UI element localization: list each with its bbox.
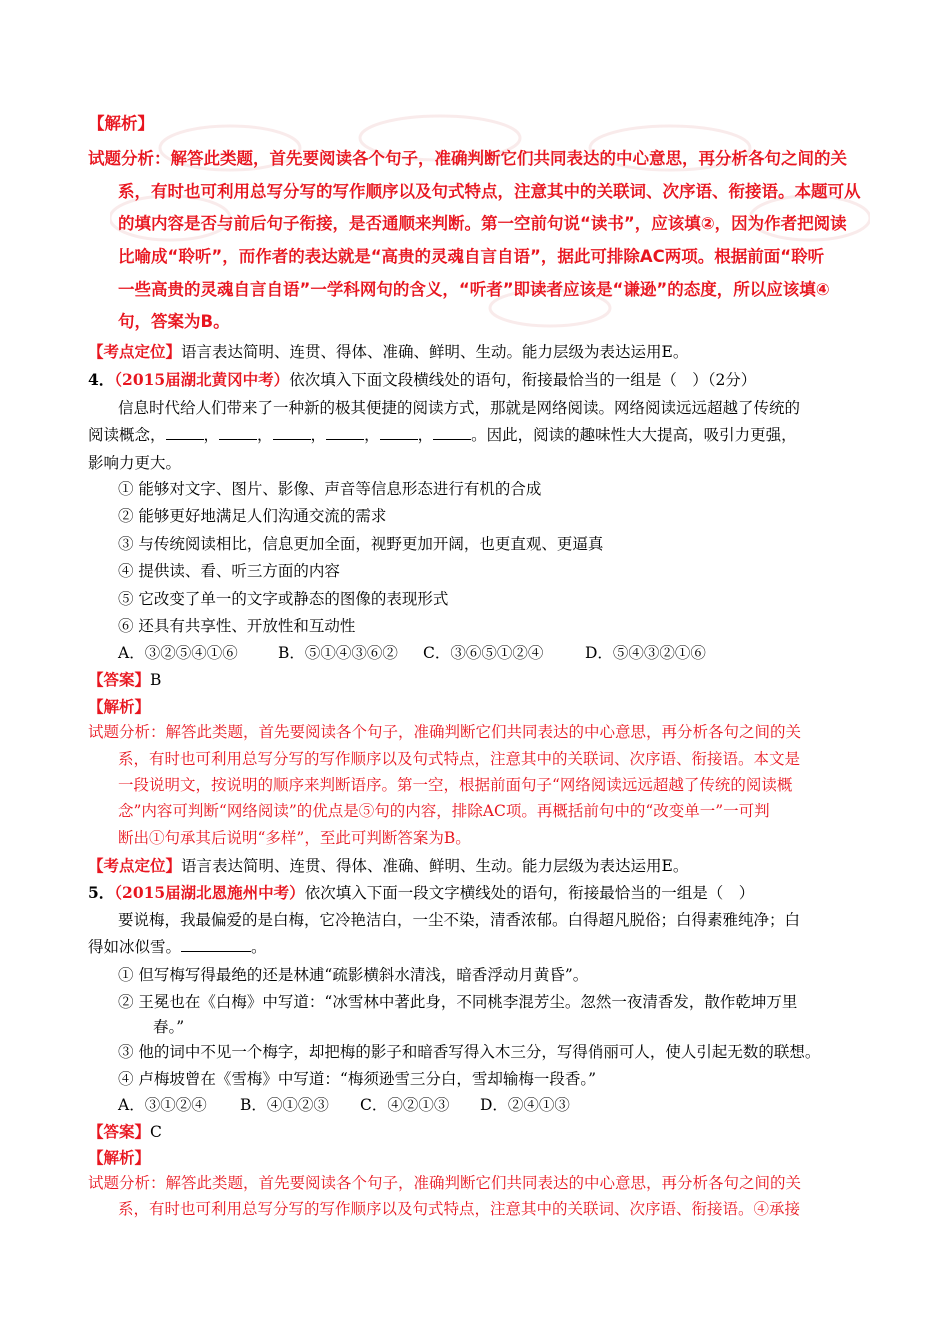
choice-d: D．⑤④③②①⑥ — [585, 644, 706, 662]
passage-line — [88, 937, 267, 957]
analysis-line: 系，有时也可利用总写分写的写作顺序以及句式特点，注意其中的关联词、次序语、衔接语。本题可从 — [118, 182, 861, 201]
sentence-option: ④ 提供读、看、听三方面的内容 — [118, 562, 340, 580]
blank-separator: ， — [203, 426, 220, 444]
analysis-line: 一段说明文，按说明的顺序来判断语序。第一空，根据前面句子“网络阅读远远超越了传统的阅读概 — [118, 776, 793, 794]
passage-text: 。 — [251, 938, 267, 956]
choice-b: B．⑤①④③⑥② — [278, 644, 398, 662]
answer-blank — [433, 425, 471, 440]
kaodian-row — [88, 856, 688, 876]
choice-d: D．②④①③ — [480, 1096, 570, 1114]
question-stem: 依次填入下面一段文字横线处的语句，衔接最恰当的一组是（ ） — [304, 884, 755, 902]
kaodian-label: 【考点定位】 — [88, 342, 182, 361]
analysis-line: 一些高贵的灵魂自言自语”一学科网句的含义，“听者”即读者应该是“谦逊”的态度，所以应该填④ — [118, 280, 830, 299]
sentence-option: ② 王冕也在《白梅》中写道：“冰雪林中著此身，不同桃李混芳尘。忽然一夜清香发，散作乾坤万里 — [118, 993, 798, 1011]
passage-text: 得如冰似雪。 — [88, 938, 182, 956]
choice-a: A．③②⑤④①⑥ — [118, 644, 238, 662]
question-5-header — [88, 883, 754, 903]
sentence-option: ⑥ 还具有共享性、开放性和互动性 — [118, 617, 356, 635]
question-source: （2015届湖北黄冈中考） — [114, 370, 290, 389]
analysis-line: 句，答案为B。 — [118, 312, 230, 331]
answer-label: 【答案】 — [88, 670, 151, 689]
answer-blank — [326, 425, 364, 440]
sentence-option: ② 能够更好地满足人们沟通交流的需求 — [118, 507, 387, 525]
passage-line: 信息时代给人们带来了一种新的极其便捷的阅读方式，那就是网络阅读。网络阅读远远超越了传统的 — [118, 399, 801, 417]
sentence-option: ③ 他的词中不见一个梅字，却把梅的影子和暗香写得入木三分，写得俏丽可人，使人引起无数的联想。 — [118, 1043, 821, 1061]
choice-c: C．③⑥⑤①②④ — [423, 644, 544, 662]
sentence-option: ⑤ 它改变了单一的文字或静态的图像的表现形式 — [118, 590, 449, 608]
kaodian-label: 【考点定位】 — [88, 856, 182, 875]
analysis-line: 断出①句承其后说明“多样”，至此可判断答案为B。 — [118, 829, 471, 847]
analysis-line: 系，有时也可利用总写分写的写作顺序以及句式特点，注意其中的关联词、次序语、衔接语。本文是 — [118, 750, 801, 768]
analysis-line: 念”内容可判断“网络阅读”的优点是⑤句的内容，排除AC项。再概括前句中的“改变单一”一可判 — [118, 802, 770, 820]
analysis-line: 系，有时也可利用总写分写的写作顺序以及句式特点，注意其中的关联词、次序语、衔接语。④承接 — [118, 1200, 801, 1218]
sentence-option: ④ 卢梅坡曾在《雪梅》中写道：“梅须逊雪三分白，雪却输梅一段香。” — [118, 1070, 597, 1088]
sentence-option-continued: 春。” — [153, 1018, 185, 1036]
sentence-option: ① 能够对文字、图片、影像、声音等信息形态进行有机的合成 — [118, 480, 542, 498]
answer-row — [88, 670, 161, 690]
blank-separator: ， — [257, 426, 273, 444]
blank-separator: ， — [310, 426, 327, 444]
analysis-label: 【解析】 — [88, 697, 151, 716]
passage-line: 要说梅，我最偏爱的是白梅，它冷艳洁白，一尘不染，清香浓郁。白得超凡脱俗；白得素雅纯净；白 — [118, 911, 801, 929]
question-number: 4． — [88, 370, 115, 389]
passage-text: 阅读概念， — [88, 426, 166, 444]
sentence-option: ③ 与传统阅读相比，信息更加全面，视野更加开阔，也更直观、更逼真 — [118, 535, 604, 553]
passage-text: 。因此，阅读的趣味性大大提高，吸引力更强， — [471, 426, 797, 444]
analysis-line: 试题分析：解答此类题，首先要阅读各个句子，准确判断它们共同表达的中心意思，再分析各句之间的关 — [88, 149, 847, 168]
blank-separator: ， — [364, 426, 380, 444]
passage-line: 影响力更大。 — [88, 454, 182, 472]
question-stem: 依次填入下面文段横线处的语句，衔接最恰当的一组是（ ）（2分） — [289, 371, 757, 389]
choice-c: C．④②①③ — [360, 1096, 450, 1114]
analysis-line: 比喻成“聆听”，而作者的表达就是“高贵的灵魂自言自语”，据此可排除AC两项。根据前面“聆听 — [118, 247, 825, 266]
answer-value: C — [150, 1123, 162, 1141]
answer-blank — [166, 425, 204, 440]
question-source: （2015届湖北恩施州中考） — [114, 883, 305, 902]
choice-b: B．④①②③ — [240, 1096, 329, 1114]
answer-row — [88, 1122, 162, 1142]
blank-separator: ， — [417, 426, 434, 444]
answer-blank — [273, 425, 311, 440]
answer-label: 【答案】 — [88, 1122, 151, 1141]
choice-a: A．③①②④ — [118, 1096, 207, 1114]
analysis-line: 的填内容是否与前后句子衔接，是否通顺来判断。第一空前句说“读书”，应该填②，因为作者把阅读 — [118, 214, 847, 233]
kaodian-row — [88, 342, 688, 362]
passage-line — [88, 425, 797, 445]
answer-blank — [181, 937, 251, 952]
analysis-line: 试题分析：解答此类题，首先要阅读各个句子，准确判断它们共同表达的中心意思，再分析各句之间的关 — [88, 723, 802, 741]
analysis-label: 【解析】 — [88, 1148, 151, 1167]
sentence-option: ① 但写梅写得最绝的还是林逋“疏影横斜水清浅，暗香浮动月黄昏”。 — [118, 966, 589, 984]
kaodian-text: 语言表达简明、连贯、得体、准确、鲜明、生动。能力层级为表达运用E。 — [181, 343, 689, 361]
answer-blank — [219, 425, 257, 440]
analysis-line: 试题分析：解答此类题，首先要阅读各个句子，准确判断它们共同表达的中心意思，再分析各句之间的关 — [88, 1174, 802, 1192]
analysis-label: 【解析】 — [88, 114, 154, 133]
answer-value: B — [150, 671, 162, 689]
question-4-header — [88, 370, 756, 390]
kaodian-text: 语言表达简明、连贯、得体、准确、鲜明、生动。能力层级为表达运用E。 — [181, 857, 689, 875]
question-number: 5． — [88, 883, 115, 902]
answer-blank — [380, 425, 418, 440]
